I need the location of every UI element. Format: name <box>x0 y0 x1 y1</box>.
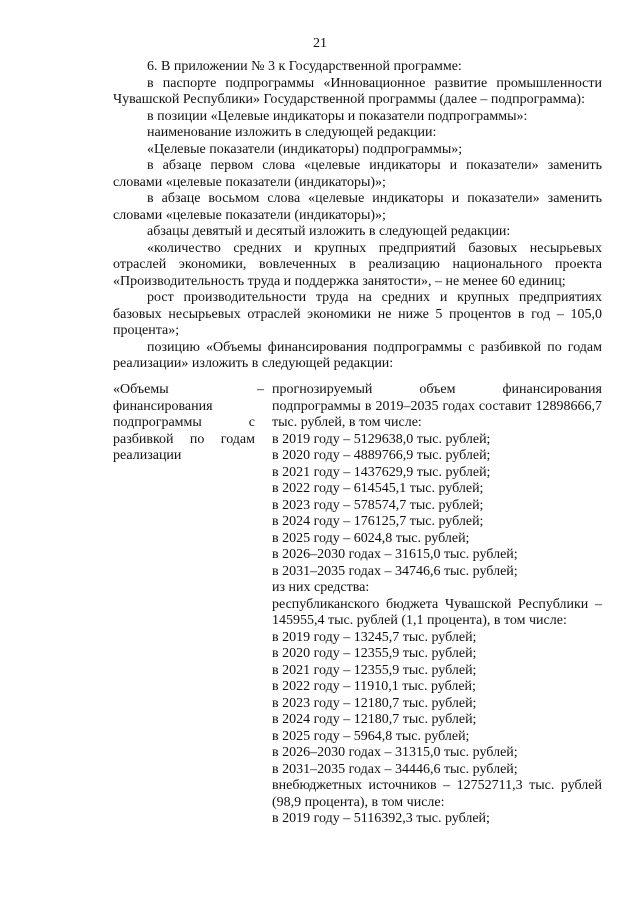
funding-line: прогнозируемый объем финансирования подпрограммы в 2019–2035 годах составит 12898666,7 тыс. рублей, в том числе: <box>272 382 602 430</box>
paragraph: «количество средних и крупных предприятий базовых несырьевых отраслей экономики, вовлеченных в реализацию национального проекта «Производительность труда и поддержка занятости», – не менее 60 единиц; <box>113 240 602 289</box>
funding-line: в 2025 году – 6024,8 тыс. рублей; <box>272 530 470 546</box>
paragraph: наименование изложить в следующей редакции: <box>147 125 437 140</box>
funding-line: в 2024 году – 176125,7 тыс. рублей; <box>272 514 484 529</box>
funding-line: в 2031–2035 годах – 34746,6 тыс. рублей; <box>272 563 518 579</box>
funding-line: в 2020 году – 12355,9 тыс. рублей; <box>272 646 477 661</box>
funding-line: в 2031–2035 годах – 34446,6 тыс. рублей; <box>272 761 518 777</box>
passport-content <box>272 382 602 828</box>
funding-line: в 2025 году – 5964,8 тыс. рублей; <box>272 728 470 744</box>
paragraph: в абзаце восьмом слова «целевые индикаторы и показатели» заменить словами «целевые показатели (индикаторы)»; <box>113 191 602 223</box>
funding-line: в 2026–2030 годах – 31615,0 тыс. рублей; <box>272 547 518 562</box>
paragraph: в позиции «Целевые индикаторы и показатели подпрограммы»: <box>147 108 528 124</box>
passport-dash: – <box>257 382 264 397</box>
paragraph: рост производительности труда на средних и крупных предприятиях базовых несырьевых отраслей экономики не ниже 5 процентов в год – 105,0 процента»; <box>113 290 602 338</box>
funding-line: в 2021 году – 1437629,9 тыс. рублей; <box>272 464 491 480</box>
page-number: 21 <box>313 36 327 51</box>
paragraph: «Целевые показатели (индикаторы) подпрограммы»; <box>147 141 463 157</box>
funding-line: внебюджетных источников – 12752711,3 тыс. рублей (98,9 процента), в том числе: <box>272 778 602 810</box>
funding-line: в 2019 году – 5116392,3 тыс. рублей; <box>272 811 490 826</box>
paragraph: 6. В приложении № 3 к Государственной программе: <box>147 59 462 74</box>
main-text <box>113 59 602 373</box>
funding-line: из них средства: <box>272 580 370 595</box>
funding-line: в 2023 году – 578574,7 тыс. рублей; <box>272 497 484 513</box>
paragraph: абзацы девятый и десятый изложить в следующей редакции: <box>147 224 511 239</box>
funding-line: в 2023 году – 12180,7 тыс. рублей; <box>272 695 477 711</box>
funding-line: в 2019 году – 5129638,0 тыс. рублей; <box>272 431 491 447</box>
funding-line: в 2020 году – 4889766,9 тыс. рублей; <box>272 448 491 463</box>
funding-line: республиканского бюджета Чувашской Республики – 145955,4 тыс. рублей (1,1 процента), в том числе: <box>272 596 602 628</box>
funding-line: в 2021 году – 12355,9 тыс. рублей; <box>272 662 477 678</box>
paragraph: в абзаце первом слова «целевые индикаторы и показатели» заменить словами «целевые показатели (индикаторы)»; <box>113 158 602 190</box>
funding-line: в 2026–2030 годах – 31315,0 тыс. рублей; <box>272 745 518 760</box>
funding-line: в 2024 году – 12180,7 тыс. рублей; <box>272 712 477 727</box>
passport-label: «Объемы финансирования подпрограммы с разбивкой по годам реализации <box>113 382 255 463</box>
funding-line: в 2022 году – 614545,1 тыс. рублей; <box>272 481 484 496</box>
funding-line: в 2019 году – 13245,7 тыс. рублей; <box>272 629 477 645</box>
paragraph: позицию «Объемы финансирования подпрограммы с разбивкой по годам реализации» изложить в следующей редакции: <box>113 339 602 371</box>
paragraph: в паспорте подпрограммы «Инновационное развитие промышленности Чувашской Республики» Государственной программы (далее – подпрограмма): <box>113 75 602 107</box>
funding-line: в 2022 году – 11910,1 тыс. рублей; <box>272 679 476 694</box>
